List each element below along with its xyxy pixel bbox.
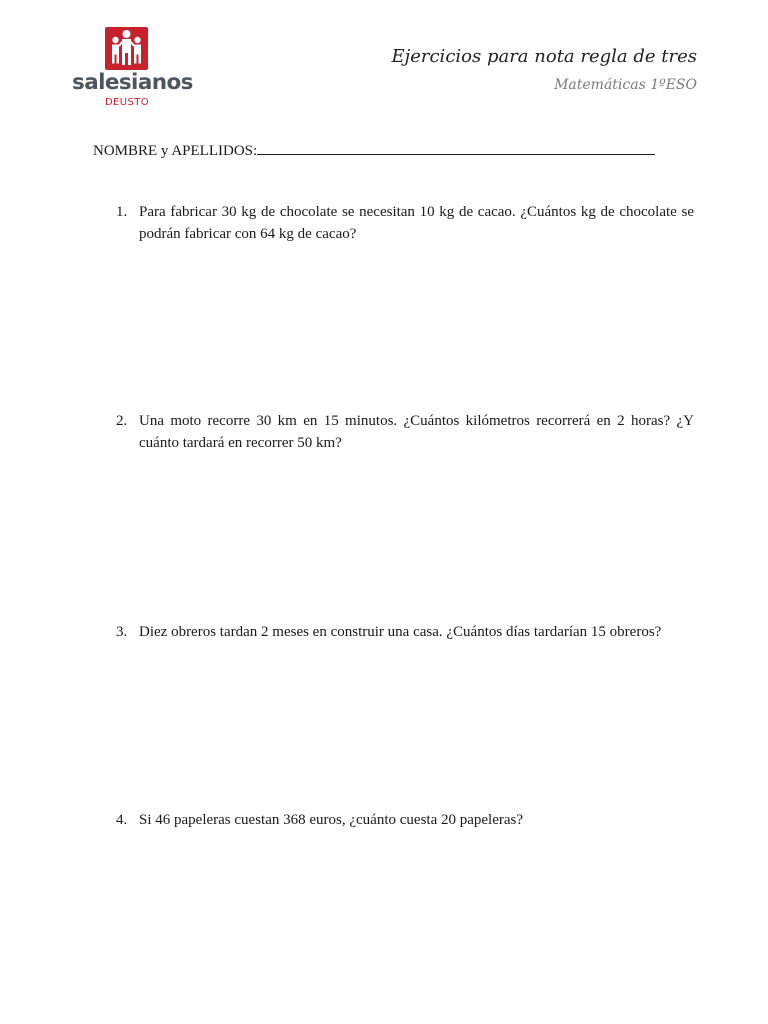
logo-subtitle: DEUSTO [104, 97, 150, 108]
exercise-number: 3. [116, 624, 128, 640]
exercise-item [116, 410, 694, 454]
salesianos-emblem-icon [105, 27, 148, 70]
exercise-item [116, 621, 694, 643]
exercise-text: Si 46 papeleras cuestan 368 euros, ¿cuánto cuesta 20 papeleras? [139, 812, 524, 828]
logo-wordmark: salesianos [72, 70, 193, 95]
exercise-text: Diez obreros tardan 2 meses en construir una casa. ¿Cuántos días tardarían 15 obreros? [139, 624, 662, 640]
worksheet-subtitle: Matemáticas 1ºESO [554, 77, 697, 93]
exercise-item [116, 201, 694, 245]
school-logo [72, 27, 193, 111]
name-field-blank[interactable] [257, 140, 655, 155]
name-field [93, 140, 655, 160]
exercise-text: Para fabricar 30 kg de chocolate se necesitan 10 kg de cacao. ¿Cuántos kg de chocolate se podrán fabricar con 64 kg de cacao? [139, 204, 694, 242]
exercise-number: 4. [116, 812, 128, 828]
exercise-number: 2. [116, 413, 128, 429]
exercise-item [116, 809, 694, 831]
worksheet-title: Ejercicios para nota regla de tres [391, 46, 697, 67]
exercise-number: 1. [116, 204, 128, 220]
name-field-label: NOMBRE y APELLIDOS: [93, 143, 258, 159]
exercise-text: Una moto recorre 30 km en 15 minutos. ¿Cuántos kilómetros recorrerá en 2 horas? ¿Y cuánto tardará en recorrer 50 km? [139, 413, 694, 451]
